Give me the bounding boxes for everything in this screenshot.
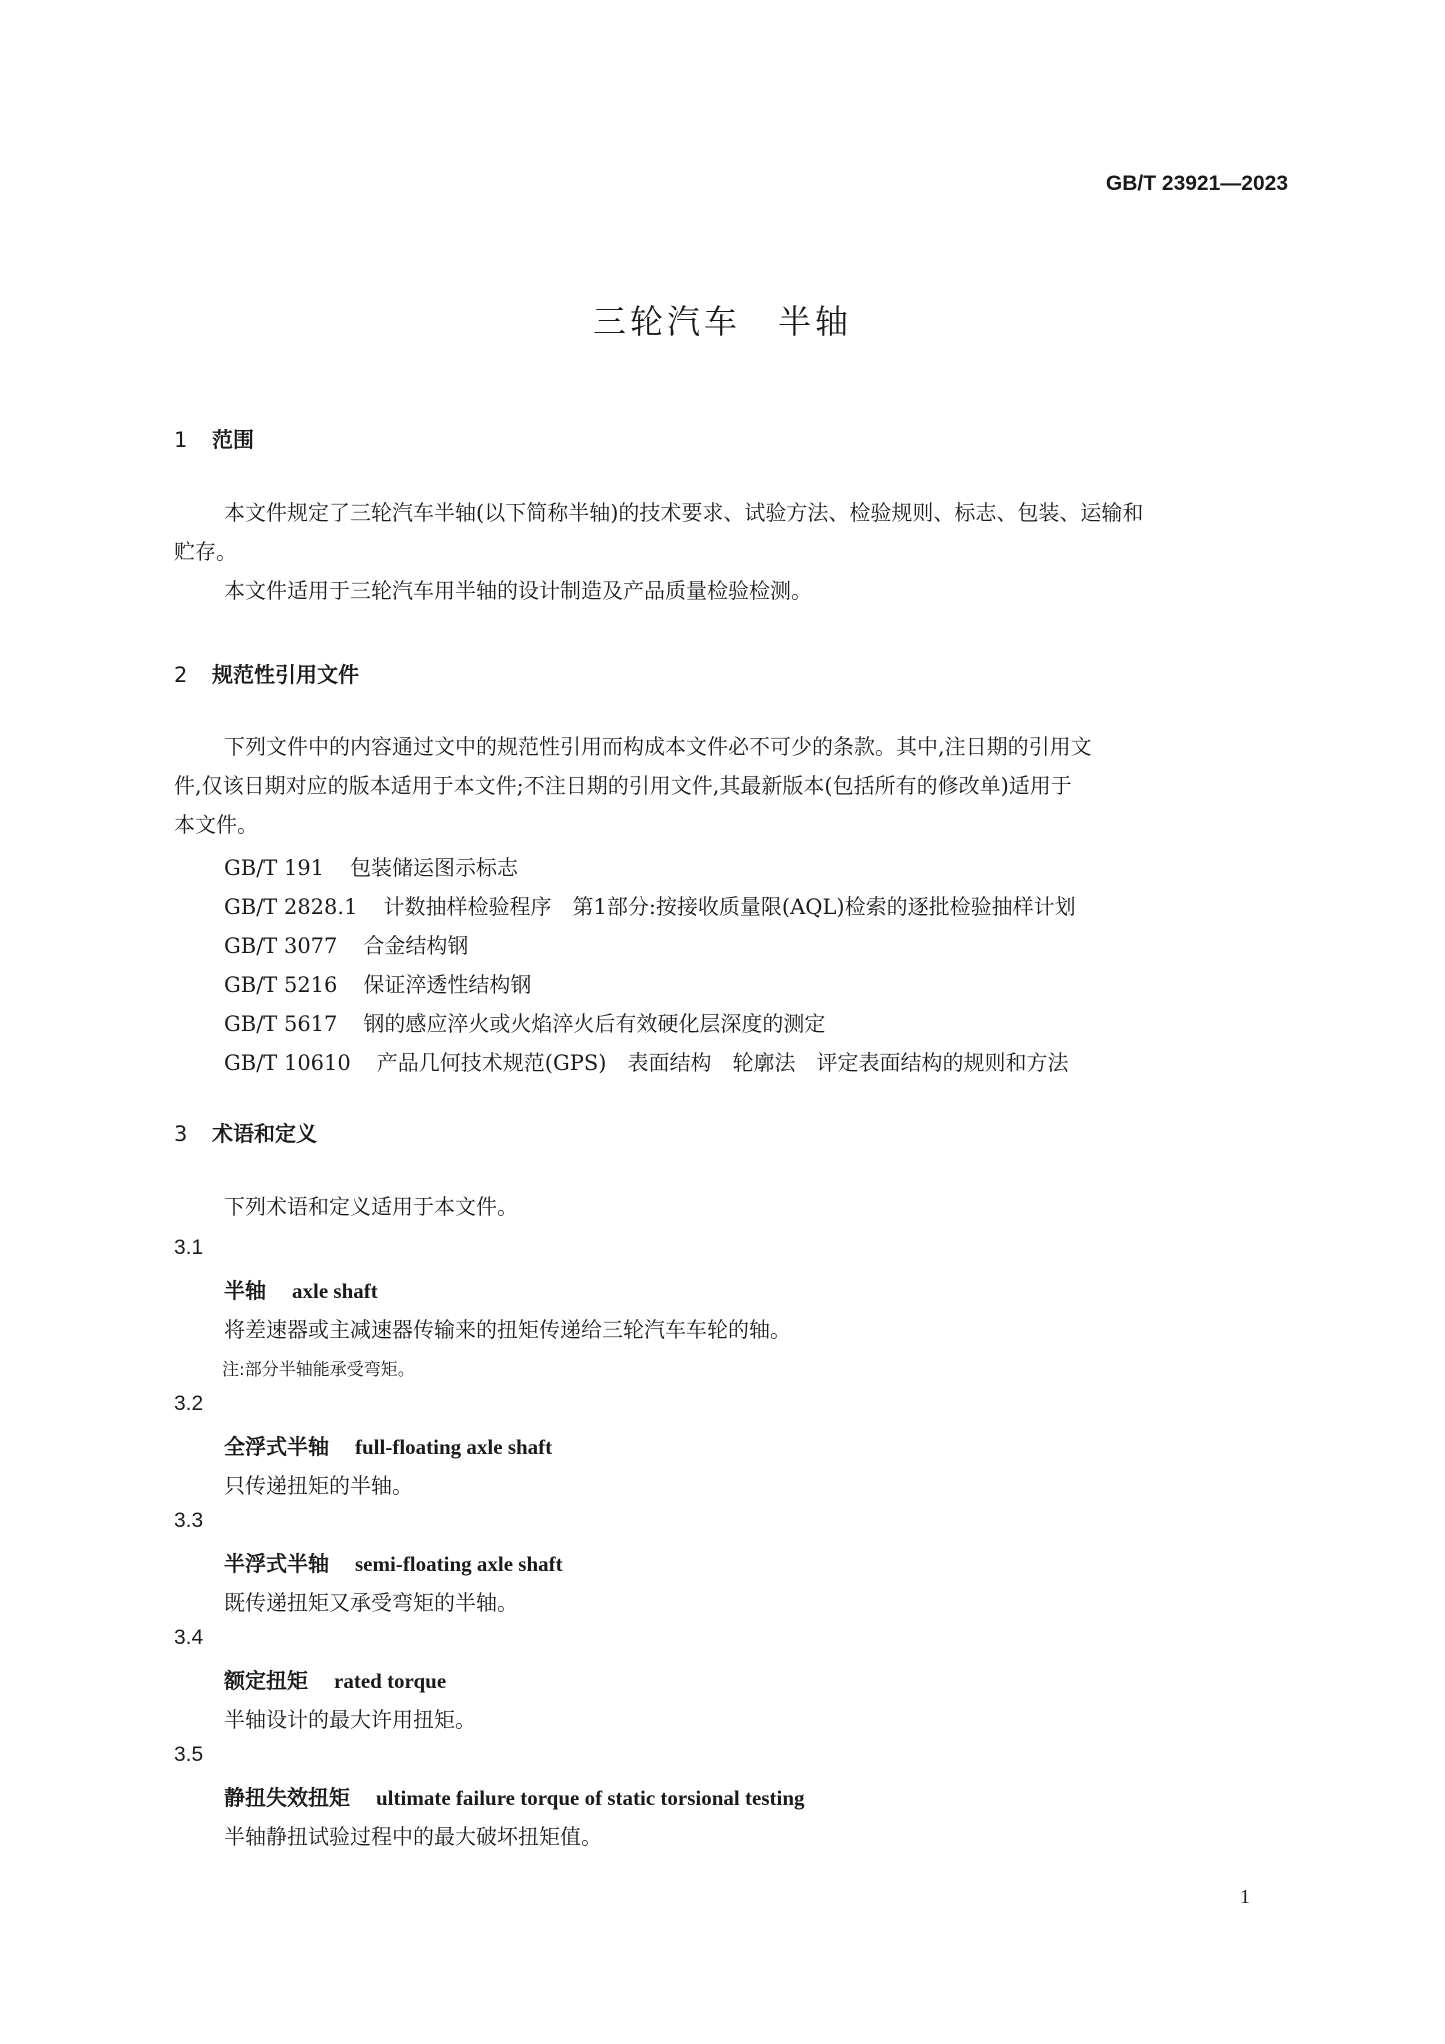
section-title: 规范性引用文件 — [212, 663, 359, 687]
reference-code: GB/T 5216 — [224, 973, 338, 997]
term-number: 3.1 — [174, 1236, 204, 1259]
term-definition: 既传递扭矩又承受弯矩的半轴。 — [224, 1591, 518, 1615]
term-number: 3.5 — [174, 1743, 204, 1766]
term-zh: 半浮式半轴 — [224, 1552, 329, 1576]
normative-reference — [224, 852, 518, 882]
reference-code: GB/T 2828.1 — [224, 895, 358, 919]
term-en: axle shaft — [292, 1279, 378, 1303]
section-title: 术语和定义 — [212, 1122, 317, 1146]
reference-code: GB/T 10610 — [224, 1051, 351, 1075]
normative-reference — [224, 969, 531, 999]
section-number: 2 — [174, 663, 188, 687]
term-heading — [224, 1431, 552, 1461]
term-definition: 只传递扭矩的半轴。 — [224, 1474, 413, 1498]
reference-title: 计数抽样检验程序 第1部分:按接收质量限(AQL)检索的逐批检验抽样计划 — [383, 895, 1076, 919]
section-number: 3 — [174, 1122, 188, 1146]
term-heading — [224, 1782, 805, 1812]
section-2-intro-line-1: 下列文件中的内容通过文中的规范性引用而构成本文件必不可少的条款。其中,注日期的引用文 — [224, 735, 1092, 759]
term-zh: 额定扭矩 — [224, 1669, 308, 1693]
term-en: full-floating axle shaft — [355, 1435, 553, 1459]
reference-title: 合金结构钢 — [363, 934, 469, 958]
normative-reference — [224, 930, 468, 960]
term-en: ultimate failure torque of static torsional testing — [376, 1786, 805, 1810]
section-title: 范围 — [212, 428, 254, 452]
term-number: 3.4 — [174, 1626, 204, 1649]
section-3-heading — [174, 1118, 317, 1148]
section-1-heading — [174, 424, 254, 454]
term-zh: 静扭失效扭矩 — [224, 1786, 350, 1810]
term-number: 3.3 — [174, 1509, 204, 1532]
section-number: 1 — [174, 428, 188, 452]
term-zh: 全浮式半轴 — [224, 1435, 329, 1459]
normative-reference — [224, 891, 1076, 921]
term-en: rated torque — [334, 1669, 447, 1693]
term-en: semi-floating axle shaft — [355, 1552, 563, 1576]
reference-code: GB/T 191 — [224, 856, 325, 880]
reference-title: 产品几何技术规范(GPS) 表面结构 轮廓法 评定表面结构的规则和方法 — [376, 1051, 1069, 1075]
reference-title: 保证淬透性结构钢 — [363, 973, 532, 997]
term-definition: 半轴设计的最大许用扭矩。 — [224, 1708, 476, 1732]
reference-title: 包装储运图示标志 — [350, 856, 519, 880]
reference-title: 钢的感应淬火或火焰淬火后有效硬化层深度的测定 — [363, 1012, 826, 1036]
term-heading — [224, 1665, 446, 1695]
term-definition: 将差速器或主减速器传输来的扭矩传递给三轮汽车车轮的轴。 — [224, 1318, 791, 1342]
normative-reference — [224, 1047, 1068, 1077]
section-2-intro-line-2: 件,仅该日期对应的版本适用于本文件;不注日期的引用文件,其最新版本(包括所有的修改单)适用于 — [174, 774, 1072, 798]
section-3-intro: 下列术语和定义适用于本文件。 — [224, 1195, 518, 1219]
section-2-intro-line-3: 本文件。 — [174, 813, 258, 837]
section-1-paragraph-1-line-1: 本文件规定了三轮汽车半轴(以下简称半轴)的技术要求、试验方法、检验规则、标志、包装、运输和 — [224, 501, 1144, 525]
document-title: 三轮汽车 半轴 — [593, 302, 852, 341]
reference-code: GB/T 5617 — [224, 1012, 338, 1036]
term-definition: 半轴静扭试验过程中的最大破坏扭矩值。 — [224, 1825, 602, 1849]
section-1-paragraph-2: 本文件适用于三轮汽车用半轴的设计制造及产品质量检验检测。 — [224, 579, 812, 603]
section-2-heading — [174, 659, 359, 689]
normative-reference — [224, 1008, 825, 1038]
term-number: 3.2 — [174, 1392, 204, 1415]
section-1-paragraph-1-line-2: 贮存。 — [174, 540, 237, 564]
page-number: 1 — [1240, 1886, 1250, 1908]
term-heading — [224, 1275, 378, 1305]
term-zh: 半轴 — [224, 1279, 266, 1303]
standard-code: GB/T 23921—2023 — [1105, 172, 1288, 195]
term-heading — [224, 1548, 563, 1578]
reference-code: GB/T 3077 — [224, 934, 338, 958]
term-note: 注:部分半轴能承受弯矩。 — [222, 1360, 415, 1380]
